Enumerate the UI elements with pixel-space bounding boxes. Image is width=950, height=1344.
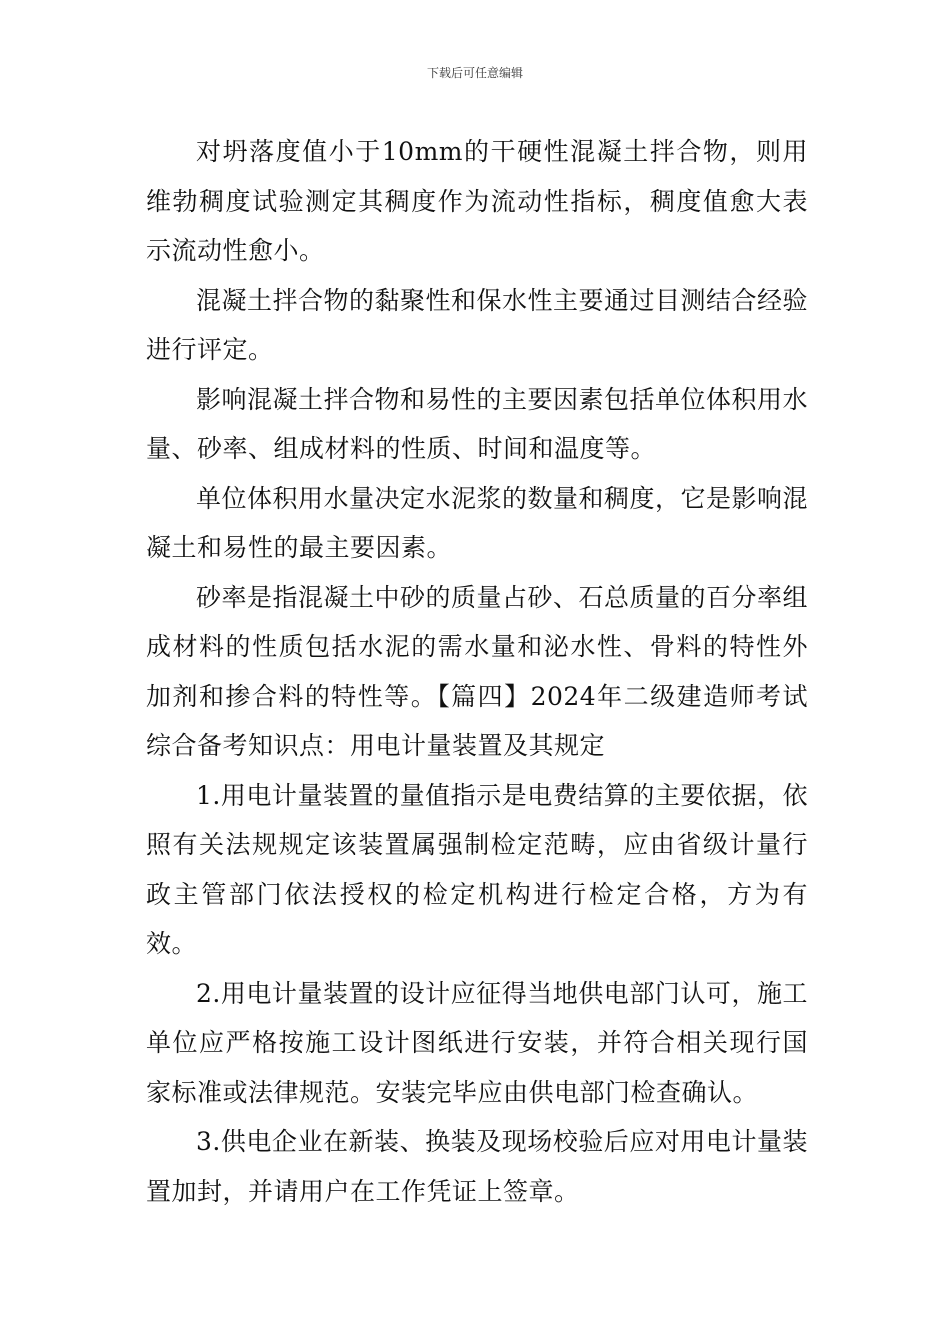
paragraph-workability-factors: 影响混凝土拌合物和易性的主要因素包括单位体积用水量、砂率、组成材料的性质、时间和温度等。	[146, 384, 809, 463]
page-header-note: 下载后可任意编辑	[426, 66, 523, 80]
paragraph-metering-item-2: 2.用电计量装置的设计应征得当地供电部门认可，施工单位应严格按施工设计图纸进行安装，并符合相关现行国家标准或法律规范。安装完毕应由供电部门检查确认。	[146, 978, 808, 1107]
paragraph-cohesion-water-retention: 混凝土拌合物的黏聚性和保水性主要通过目测结合经验进行评定。	[146, 285, 809, 364]
paragraph-water-content: 单位体积用水量决定水泥浆的数量和稠度，它是影响混凝土和易性的最主要因素。	[146, 483, 809, 562]
paragraph-metering-item-1: 1.用电计量装置的量值指示是电费结算的主要依据，依照有关法规规定该装置属强制检定范畴，应由省级计量行政主管部门依法授权的检定机构进行检定合格，方为有效。	[146, 780, 808, 958]
paragraph-sand-ratio: 砂率是指混凝土中砂的质量占砂、石总质量的百分率组成材料的性质包括水泥的需水量和泌水性、骨料的特性外加剂和掺合料的特性等。【篇四】2024年二级建造师考试综合备考知识点：用电计量装置及其规定	[146, 582, 809, 760]
document-body	[146, 127, 808, 1216]
paragraph-vebe-consistency: 对坍落度值小于10mm的干硬性混凝土拌合物，则用维勃稠度试验测定其稠度作为流动性指标，稠度值愈大表示流动性愈小。	[146, 137, 808, 265]
paragraph-metering-item-3: 3.供电企业在新装、换装及现场校验后应对用电计量装置加封，并请用户在工作凭证上签章。	[146, 1127, 808, 1206]
